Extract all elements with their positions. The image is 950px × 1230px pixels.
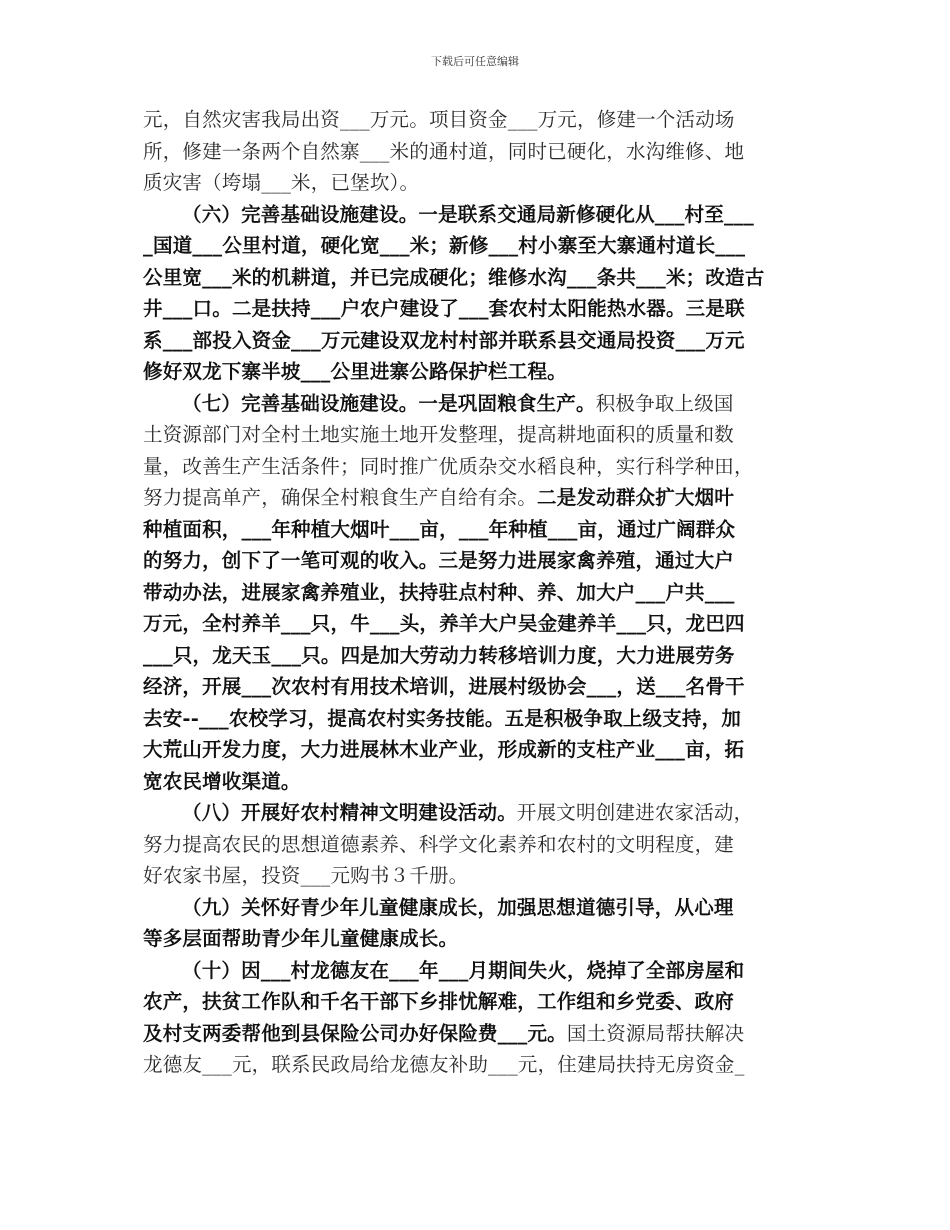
text-segment: 大荒山开发力度，大力进展林木业产业，形成新的支柱产业___亩，拓 [143, 738, 745, 761]
text-segment: 宽农民增收渠道。 [143, 769, 301, 793]
text-segment: 万元，全村养羊___只，牛___头，养羊大户吴金建养羊___只，龙巴四 [143, 612, 745, 635]
text-segment: 国土资源局帮扶解决 [566, 1021, 745, 1045]
text-segment: _国道___公里村道，硬化宽___米；新修___村小寨至大寨通村道长___ [143, 234, 746, 257]
text-line [143, 514, 815, 546]
text-line [143, 829, 815, 861]
text-segment: 种植面积，___年种植大烟叶___亩，___年种植___亩，通过广阔群众 [143, 517, 736, 541]
text-segment: 及村支两委帮他到县保险公司办好保险费___元。 [143, 1021, 567, 1045]
text-segment: 修好双龙下寨半坡___公里进寨公路保护栏工程。 [143, 360, 567, 383]
text-line [143, 734, 815, 766]
text-line [143, 230, 815, 262]
text-segment: 龙德友___元，联系民政局给龙德友补助___元，住建局扶持无房资金_ [143, 1053, 745, 1076]
document-body [143, 104, 815, 1081]
text-segment: （九）关怀好青少年儿童健康成长，加强思想道德引导，从心理 [182, 895, 734, 919]
page-header: 下载后可任意编辑 [431, 55, 519, 68]
text-line [143, 797, 815, 829]
text-segment: 带动办法，进展家禽养殖业，扶持驻点村种、养、加大户___户共___ [143, 580, 735, 604]
text-segment: 二是发动群众扩大烟叶 [537, 486, 735, 509]
text-segment: 质灾害（垮塌___米，已堡坎）。 [143, 171, 420, 194]
text-segment: 努力提高单产，确保全村粮食生产自给有余。 [143, 486, 538, 509]
text-line [143, 671, 815, 703]
text-segment: 去安--___农校学习，提高农村实务技能。五是积极争取上级支持，加 [143, 706, 742, 730]
text-segment: 的努力，创下了一笔可观的收入。三是努力进展家禽养殖，通过大户 [143, 549, 735, 572]
text-line [143, 608, 815, 640]
text-segment: 井___口。二是扶持___户农户建设了___套农村太阳能热水器。三是联 [143, 297, 745, 320]
text-line [143, 1018, 815, 1050]
text-segment: 经济，开展___次农村有用技术培训，进展村级协会___，送___名骨干 [143, 675, 745, 698]
text-line [143, 923, 815, 955]
text-line [143, 104, 815, 136]
text-segment: 公里宽___米的机耕道，并已完成硬化；维修水沟___条共___米；改造古 [143, 265, 765, 289]
text-segment: （八）开展好农村精神文明建设活动。 [182, 801, 517, 824]
text-line [143, 955, 815, 987]
text-segment: 等多层面帮助青少年儿童健康成长。 [143, 927, 459, 950]
text-line [143, 986, 815, 1018]
text-segment: 积极争取上级国 [595, 391, 734, 415]
text-segment: 开展文明创建进农家活动， [516, 801, 754, 824]
text-segment: （六）完善基础设施建设。一是联系交通局新修硬化从___村至___ [182, 202, 754, 226]
text-line [143, 892, 815, 924]
text-line [143, 167, 815, 199]
text-segment: 好农家书屋，投资___元购书３千册。 [143, 864, 469, 887]
text-line [143, 356, 815, 388]
text-segment: 土资源部门对全村土地实施土地开发整理，提高耕地面积的质量和数 [143, 423, 735, 446]
text-line [143, 451, 815, 483]
text-segment: 所，修建一条两个自然寨___米的通村道，同时已硬化，水沟维修、地 [143, 139, 745, 163]
text-line [143, 545, 815, 577]
text-line [143, 388, 815, 420]
text-line [143, 262, 815, 294]
text-line [143, 482, 815, 514]
text-line [143, 766, 815, 798]
text-line [143, 703, 815, 735]
text-line [143, 640, 815, 672]
text-segment: 量，改善生产生活条件；同时推广优质杂交水稻良种，实行科学种田， [143, 454, 754, 478]
text-segment: 农产，扶贫工作队和千名干部下乡排忧解难，工作组和乡党委、政府 [143, 990, 735, 1013]
text-line [143, 293, 815, 325]
text-line [143, 136, 815, 168]
text-segment: ___只，龙天玉___只。四是加大劳动力转移培训力度，大力进展劳务 [143, 643, 735, 667]
text-segment: 努力提高农民的思想道德素养、科学文化素养和农村的文明程度，建 [143, 832, 735, 856]
text-line [143, 199, 815, 231]
text-line [143, 325, 815, 357]
text-segment: 系___部投入资金___万元建设双龙村村部并联系县交通局投资___万元 [143, 328, 745, 352]
text-line [143, 1049, 815, 1081]
text-segment: 元，自然灾害我局出资___万元。项目资金___万元，修建一个活动场 [143, 108, 735, 131]
text-line [143, 577, 815, 609]
text-line [143, 419, 815, 451]
text-segment: （十）因___村龙德友在___年___月期间失火，烧掉了全部房屋和 [182, 958, 745, 982]
text-segment: （七）完善基础设施建设。一是巩固粮食生产。 [182, 391, 596, 415]
text-line [143, 860, 815, 892]
